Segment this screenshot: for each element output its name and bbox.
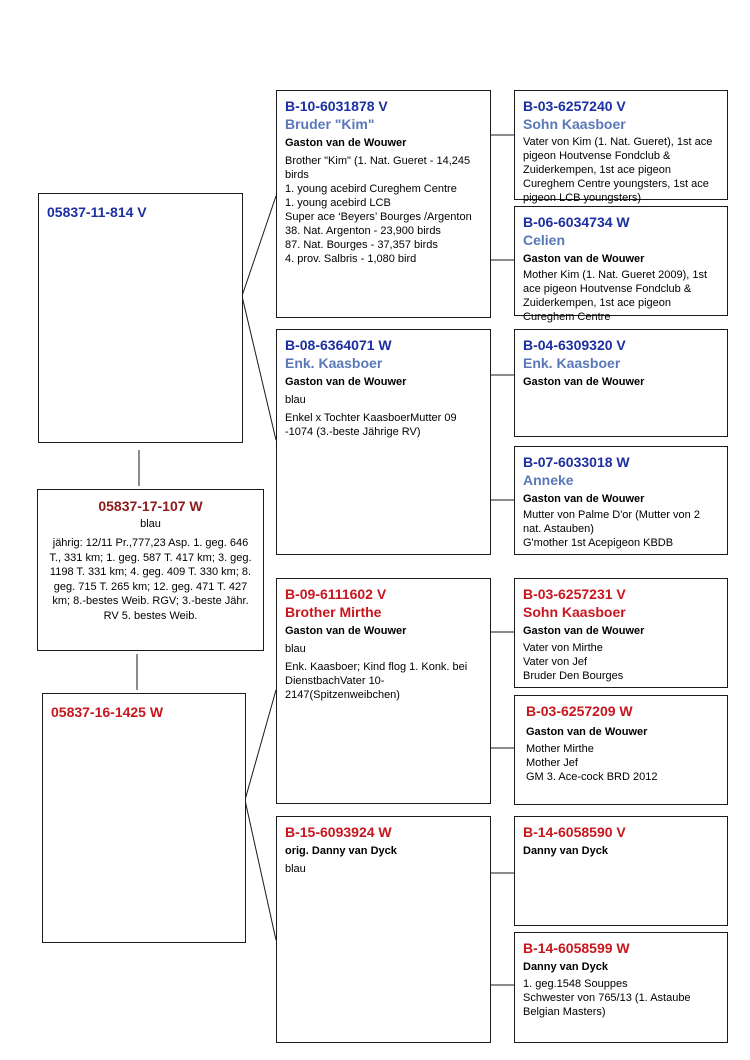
ffm-name: Celien [523,232,566,248]
fmf-breeder: Gaston van de Wouwer [523,376,645,388]
pedigree-note: 1. geg.1548 Souppes [523,978,628,990]
pedigree-note: Mother Jef [526,757,578,769]
paternal-grandfather-card [276,90,491,318]
mother-card [42,693,246,943]
great-grandparent-card-mff [514,578,728,688]
pedigree-note: Bruder Den Bourges [523,670,624,682]
paternal-grandfather-breeder: Gaston van de Wouwer [285,137,407,149]
maternal-grandfather-notes: Enk. Kaasboer; Kind flog 1. Konk. bei DienstbachVater 10-2147(Spitzenweibchen) [285,661,468,701]
mff-name: Sohn Kaasboer [523,604,626,620]
fmf-ring: B-04-6309320 V [523,337,626,353]
subject-ring: 05837-17-107 W [98,498,203,514]
fff-ring: B-03-6257240 V [523,98,626,114]
pedigree-note: Mutter von Palme D'or (Mutter von 2 nat. Astauben) [523,509,700,535]
great-grandparent-card-fff [514,90,728,204]
mfm-breeder: Gaston van de Wouwer [526,726,648,738]
maternal-grandfather-ring: B-09-6111602 V [285,586,387,602]
pedigree-note: 1. young acebird LCB [285,197,391,209]
maternal-grandfather-breeder: Gaston van de Wouwer [285,625,407,637]
fff-name: Sohn Kaasboer [523,116,626,132]
paternal-grandmother-card [276,329,491,555]
maternal-grandfather-card [276,578,491,804]
subject-card [37,489,264,651]
subject-color: blau [140,518,161,530]
pedigree-note: 4. prov. Salbris - 1,080 bird [285,253,417,265]
great-grandparent-card-mfm [514,695,728,805]
mmm-breeder: Danny van Dyck [523,961,608,973]
maternal-grandfather-color: blau [285,643,306,655]
maternal-grandfather-name: Brother Mirthe [285,604,382,620]
paternal-grandfather-name: Bruder "Kim" [285,116,375,132]
pedigree-note: Brother "Kim" (1. Nat. Gueret - 14,245 birds [285,155,471,181]
fmm-breeder: Gaston van de Wouwer [523,493,645,505]
fmm-name: Anneke [523,472,574,488]
mff-breeder: Gaston van de Wouwer [523,625,645,637]
father-ring: 05837-11-814 V [47,204,147,220]
paternal-grandmother-ring: B-08-6364071 W [285,337,392,353]
mfm-ring: B-03-6257209 W [526,703,633,719]
great-grandparent-card-fmf [514,329,728,437]
pedigree-note: 1. young acebird Cureghem Centre [285,183,457,195]
ffm-notes: Mother Kim (1. Nat. Gueret 2009), 1st ace pigeon Houtvense Fondclub & Zuiderkempen, 1st ace pigeon Cureghem Centre [523,269,708,323]
mother-ring: 05837-16-1425 W [51,704,164,720]
paternal-grandmother-breeder: Gaston van de Wouwer [285,376,407,388]
pedigree-note: 38. Nat. Argenton - 23,900 birds [285,225,441,237]
fmf-name: Enk. Kaasboer [523,355,621,371]
pedigree-note: 87. Nat. Bourges - 37,357 birds [285,239,438,251]
mmm-ring: B-14-6058599 W [523,940,630,956]
pedigree-note: Schwester von 765/13 (1. Astaube Belgian Masters) [523,992,691,1018]
subject-notes: jährig: 12/11 Pr.,777,23 Asp. 1. geg. 646 T., 331 km; 1. geg. 587 T. 417 km; 3. geg. 1198 T. 331 km; 4. geg. 409 T. 330 km; 8. geg. 715 T. 265 km; 12. geg. 471 T. 427 km; 8.-bestes Weib. RGV; 3.-beste Jähr. RV 5. bestes Weib. [49,537,252,622]
paternal-grandmother-color: blau [285,394,306,406]
pedigree-note: Mother Mirthe [526,743,594,755]
great-grandparent-card-mmf [514,816,728,926]
great-grandparent-card-ffm [514,206,728,323]
paternal-grandmother-notes: Enkel x Tochter KaasboerMutter 09 -1074 (3.-beste Jährige RV) [285,412,457,438]
mmf-breeder: Danny van Dyck [523,845,608,857]
fmm-ring: B-07-6033018 W [523,454,630,470]
fff-notes: Vater von Kim (1. Nat. Gueret), 1st ace pigeon Houtvense Fondclub & Zuiderkempen, 1st ace pigeon Cureghem Centre youngsters, 1st ace pigeon LCB youngsters) [523,136,713,204]
paternal-grandmother-name: Enk. Kaasboer [285,355,383,371]
pedigree-note: Super ace ‘Beyers’ Bourges /Argenton [285,211,472,223]
maternal-grandmother-card [276,816,491,1043]
pedigree-note: Vater von Mirthe [523,642,603,654]
mmf-ring: B-14-6058590 V [523,824,626,840]
great-grandparent-card-fmm [514,446,728,555]
maternal-grandmother-ring: B-15-6093924 W [285,824,392,840]
mff-ring: B-03-6257231 V [523,586,626,602]
pedigree-note: Vater von Jef [523,656,587,668]
ffm-ring: B-06-6034734 W [523,214,630,230]
father-card [38,193,243,443]
paternal-grandfather-ring: B-10-6031878 V [285,98,388,114]
pedigree-note: G'mother 1st Acepigeon KBDB [523,537,674,549]
ffm-breeder: Gaston van de Wouwer [523,253,645,265]
maternal-grandmother-breeder: orig. Danny van Dyck [285,845,397,857]
great-grandparent-card-mmm [514,932,728,1043]
maternal-grandmother-color: blau [285,863,306,875]
pedigree-note: GM 3. Ace-cock BRD 2012 [526,771,658,783]
